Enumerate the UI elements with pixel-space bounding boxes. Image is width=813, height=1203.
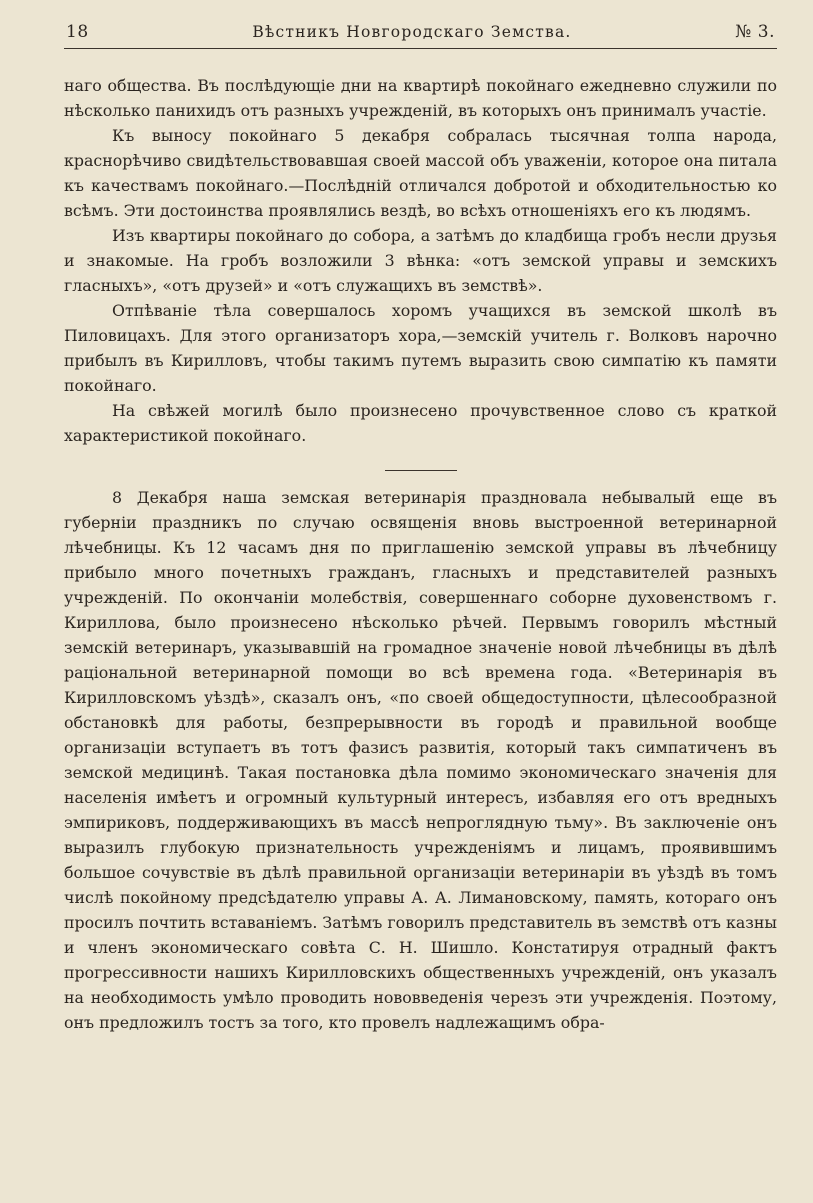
paragraph: Отпѣваніе тѣла совершалось хоромъ учащихся въ земской школѣ въ Пиловицахъ. Для этого организаторъ хора,—земскій учитель г. Волковъ нарочно прибылъ въ Кирилловъ, чтобы такимъ путемъ выразить свою симпатію къ памяти покойнаго.: [64, 301, 777, 395]
paragraph: На свѣжей могилѣ было произнесено прочувственное слово съ краткой характеристикой покойнаго.: [64, 401, 777, 445]
paragraph: Къ выносу покойнаго 5 декабря собралась тысячная толпа народа, краснорѣчиво свидѣтельствовавшая своей массой объ уваженіи, которое она питала къ качествамъ покойнаго.—Послѣдній отличался добротой и обходительностью ко всѣмъ. Эти достоинства проявлялись вездѣ, во всѣхъ отношеніяхъ его къ людямъ.: [64, 126, 777, 220]
paragraph: Изъ квартиры покойнаго до собора, а затѣмъ до кладбища гробъ несли друзья и знакомые. На гробъ возложили 3 вѣнка: «отъ земской управы и земскихъ гласныхъ», «отъ друзей» и «отъ служащихъ въ земствѣ».: [64, 226, 777, 295]
paragraph: наго общества. Въ послѣдующіе дни на квартирѣ покойнаго ежедневно служили по нѣсколько панихидъ отъ разныхъ учрежденій, въ которыхъ онъ принималъ участіе.: [64, 76, 777, 120]
journal-title: Вѣстникъ Новгородскаго Земства.: [252, 23, 572, 41]
article-body: [64, 73, 777, 1035]
paragraph: 8 Декабря наша земская ветеринарія праздновала небывалый еще въ губерніи праздникъ по случаю освященія вновь выстроенной ветеринарной лѣчебницы. Къ 12 часамъ дня по приглашенію земской управы въ лѣчебницу прибыло много почетныхъ гражданъ, гласныхъ и представителей разныхъ учрежденій. По окончаніи молебствія, совершеннаго соборне духовенствомъ г. Кириллова, было произнесено нѣсколько рѣчей. Первымъ говорилъ мѣстный земскій ветеринаръ, указывавшій на громадное значеніе новой лѣчебницы въ дѣлѣ раціональной ветеринарной помощи во всѣ времена года. «Ветеринарія въ Кирилловскомъ уѣздѣ», сказалъ онъ, «по своей общедоступности, цѣлесообразной обстановкѣ для работы, безпрерывности въ городѣ и правильной вообще организаціи вступаетъ въ тотъ фазисъ развитія, который такъ симпатиченъ въ земской медицинѣ. Такая постановка дѣла помимо экономическаго значенія для населенія имѣетъ и огромный культурный интересъ, избавляя его отъ вредныхъ эмпириковъ, поддерживающихъ въ массѣ непроглядную тьму». Въ заключеніе онъ выразилъ глубокую признательность учрежденіямъ и лицамъ, проявившимъ большое сочувствіе въ дѣлѣ правильной организаціи ветеринаріи въ уѣздѣ въ томъ числѣ покойному предсѣдателю управы А. А. Лимановскому, память, котораго онъ просилъ почтить вставаніемъ. Затѣмъ говорилъ представитель въ земствѣ отъ казны и членъ экономическаго совѣта С. Н. Шишло. Констатируя отрадный фактъ прогрессивности нашихъ Кирилловскихъ общественныхъ учрежденій, онъ указалъ на необходимость умѣло проводить нововведенія черезъ эти учрежденія. Поэтому, онъ предложилъ тостъ за того, кто провелъ надлежащимъ обра-: [64, 488, 777, 1032]
page-number: 18: [66, 22, 89, 42]
issue-number: № 3.: [735, 22, 775, 42]
section-divider: [385, 470, 457, 471]
running-header: [64, 22, 777, 49]
